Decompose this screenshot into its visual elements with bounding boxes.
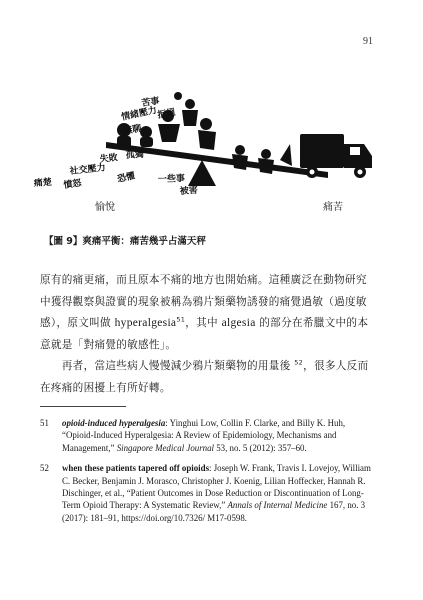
scribble-word: 憤怒 xyxy=(63,178,83,191)
footnotes xyxy=(40,417,377,532)
figure-caption: 【圖 9】爽痛平衡：痛苦幾乎占滿天秤 xyxy=(44,236,206,247)
text-run: : Joseph W. Frank, Travis I. Lovejoy, William C. Becker, Benjamin J. Morasco, Christopher J. Koenig, Lilian Hoffecker, Hannah R. Dischinger, et al., “Patient Outcomes in Dose Reduction or Discontinuation of Long-Term Opioid Therapy: A Systematic Review,” xyxy=(62,463,371,511)
footnote-number: 52 xyxy=(40,463,49,474)
scribble-word: 痛楚 xyxy=(33,177,53,189)
scribble-word: 苦事 xyxy=(141,96,161,109)
footnote-divider xyxy=(40,406,126,407)
footnote-lead: opioid-induced hyperalgesia xyxy=(62,418,166,428)
text-run: : Yinghui Low, Collin F. Clarke, and Billy K. Huh, “Opioid-Induced Hyperalgesia: A Review of Epidemiology, Mechanisms and Management,” xyxy=(62,418,346,453)
scribble-word: 孤獨 xyxy=(125,149,145,161)
pain-label: 痛苦 xyxy=(323,202,343,213)
scribble-word: 拒絕 xyxy=(156,107,177,121)
paragraph-1 xyxy=(40,270,376,356)
footnote-lead: when these patients tapered off opioids xyxy=(62,463,210,474)
scribble-word: 恐懼 xyxy=(116,171,137,185)
footnote-ref-51[interactable]: 51 xyxy=(176,315,186,324)
scribble-word: 無聊 xyxy=(122,123,143,137)
paragraph-2 xyxy=(40,356,376,399)
footnote-number: 51 xyxy=(40,418,49,428)
scribble-word: 一些事 xyxy=(157,174,186,185)
scribble-word: 失敗 xyxy=(99,153,119,165)
pleasure-label: 愉悅 xyxy=(95,202,115,213)
text-run: ，很多人反而在疼痛的困擾上有所好轉。 xyxy=(40,360,369,394)
scribble-word: 社交壓力 xyxy=(69,163,107,177)
term-hyperalgesia: hyperalgesia xyxy=(114,317,177,329)
pleasure-pain-balance-illustration xyxy=(28,90,388,210)
figure-pile-icon xyxy=(117,92,216,150)
text-run: 53, no. 5 (2012): 357–60. xyxy=(214,442,307,453)
term-algesia: algesia xyxy=(221,317,256,329)
fulcrum-icon xyxy=(188,160,216,186)
page-number: 91 xyxy=(363,36,373,47)
journal-title: Singapore Medical Journal xyxy=(116,442,214,453)
doi-link[interactable]: 167, no. 3 (2017): 181–91, https://doi.org/10.7326/ M17-0598. xyxy=(62,500,366,523)
truck-icon xyxy=(300,134,372,178)
text-run: 再者，當這些病人慢慢減少鴉片類藥物的用量後 xyxy=(40,360,295,372)
scribble-word: 被害 xyxy=(179,185,199,197)
scribble-word: 情緒壓力 xyxy=(120,105,158,123)
body-text xyxy=(40,270,376,399)
journal-title: Annals of Internal Medicine xyxy=(227,500,328,511)
text-run: 的部分在希臘文中的本意就是「對痛覺的敏感性」。 xyxy=(40,317,369,351)
text-run: ，其中 xyxy=(185,317,222,329)
footnote-text xyxy=(62,462,377,524)
footnote-ref-52[interactable]: 52 xyxy=(294,358,304,367)
footnote-52 xyxy=(40,462,377,524)
text-run: 原有的痛更痛，而且原本不痛的地方也開始痛。這種廣泛在動物研究中獲得觀察與證實的現象被稱為鴉片類藥物誘發的痛覺過敏（過度敏感），原文叫做 xyxy=(40,274,367,329)
footnote-text xyxy=(62,417,377,454)
footnote-51 xyxy=(40,417,377,454)
